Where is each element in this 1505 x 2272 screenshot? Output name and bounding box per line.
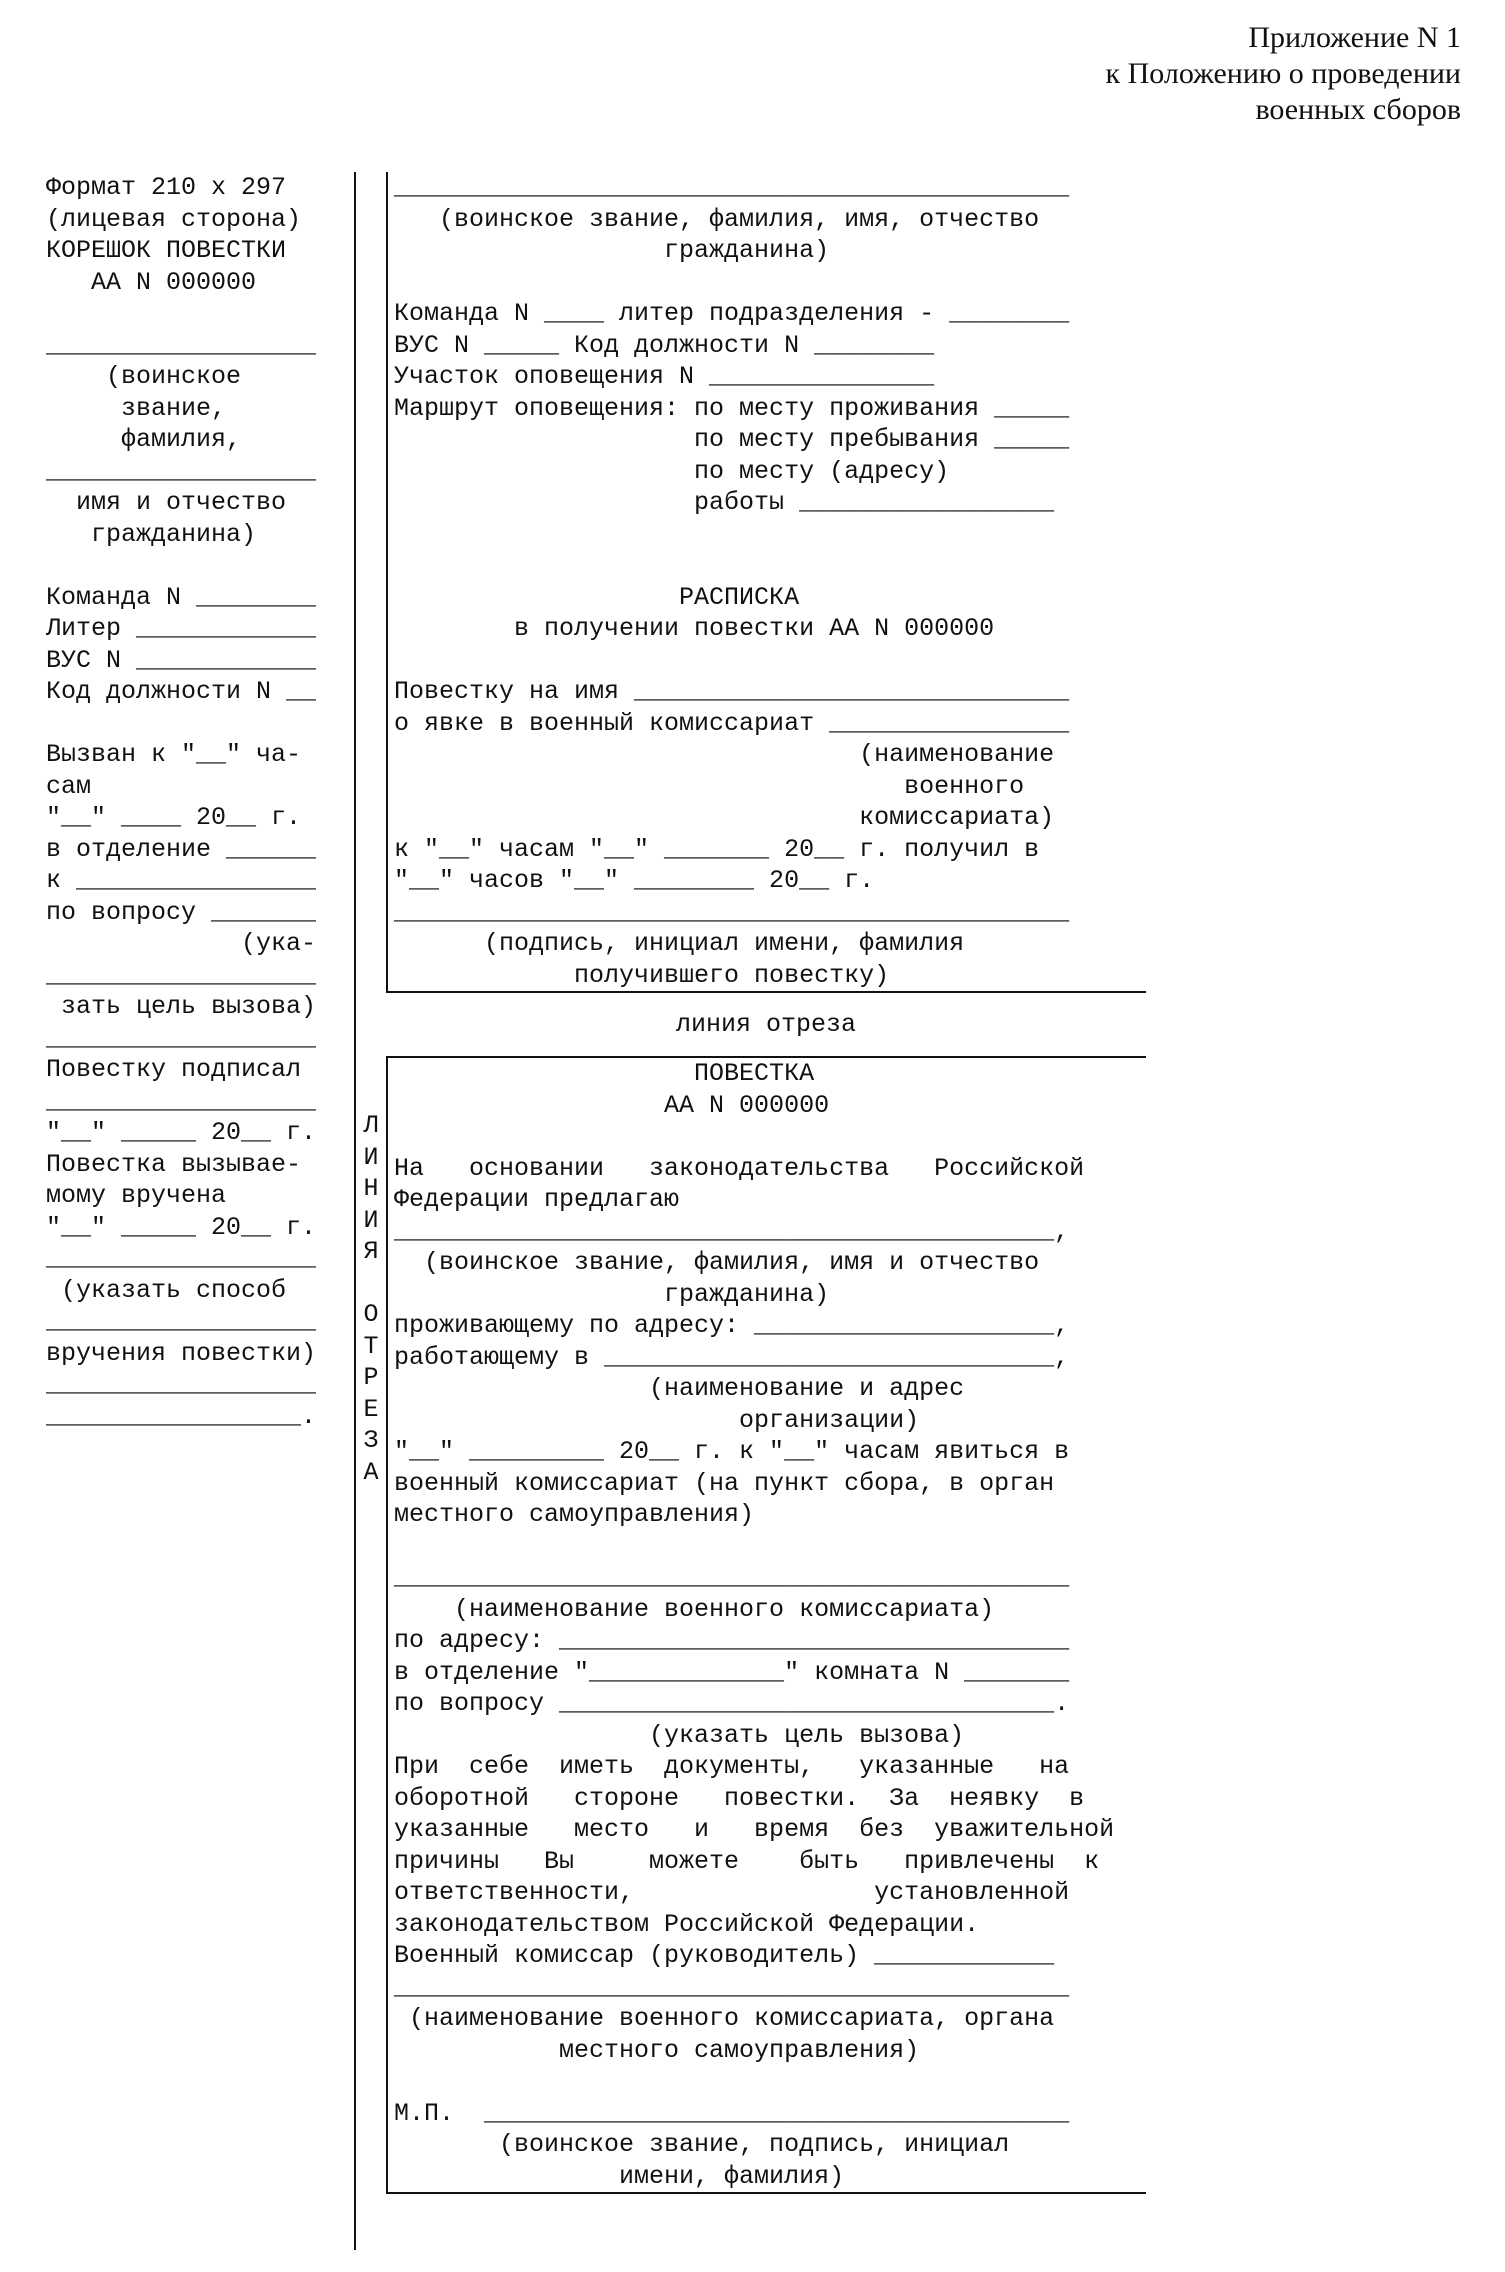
stub-text: Формат 210 х 297 (лицевая сторона) КОРЕШОК ПОВЕСТКИ АА N 000000 __________________ (воинское звание, фамилия, __________________ имя и отчество гражданина) Команда N ________ Литер ____________ ВУС N ____________ Код должности N __ Вызван к "__" ча- сам "__" ____ 20__ г. в отделение ______ к ________________ по вопросу _______ (ука- __________________ зать цель вызова) __________________ Повестку подписал __________________ "__" _____ 20__ г. Повестка вызывае- мому вручена "__" _____ 20__ г. __________________ (указать способ __________________ вручения повестки) __________________ _________________. (46, 173, 317, 1431)
summons-section (386, 1056, 1146, 2194)
cut-letter: Т (363, 1331, 379, 1361)
appendix-header (841, 20, 1461, 128)
appendix-subtitle-1: к Положению о проведении (1105, 57, 1461, 90)
summons-stub (46, 172, 348, 1432)
receipt-left-rule (386, 172, 388, 993)
cut-letter: Е (363, 1394, 379, 1424)
summons-left-rule (386, 1056, 388, 2194)
cut-letter: Л (363, 1111, 379, 1140)
cut-letter: И (363, 1142, 379, 1172)
cut-letter: О (363, 1300, 379, 1329)
summons-main (386, 172, 1146, 2194)
summons-bottom-rule (386, 2192, 1146, 2194)
cut-letter: Р (363, 1363, 379, 1392)
cut-letter: Н (363, 1174, 379, 1203)
vertical-cut-line-label (356, 1110, 386, 1488)
cut-letter: З (363, 1426, 379, 1455)
cut-letter: А (363, 1457, 379, 1487)
appendix-title: Приложение N 1 (1248, 21, 1461, 54)
cut-line-label: линия отреза (675, 1010, 857, 1039)
summons-text: ПОВЕСТКА АА N 000000 На основании законодательства Российской Федерации предлагаю ____________________________________________, (воинское звание, фамилия, имя и отчество гражданина) проживающему по адресу: ____________________, работающему в ______________________________, (наименование и адрес организации) "__" _________ 20__ г. к "__" часам явиться в военный комиссариат (на пункт сбора, в орган местного самоуправления) _____________________________________________ (наименование военного комиссариата) по адресу: __________________________________ в отделение "_____________" комната N _______ по вопросу _________________________________. (указать цель вызова) При себе иметь документы, указанные на оборотной стороне повестки. За неявку в указанные место и время без уважительной причины Вы можете быть привлечены к ответственности, установленной законодательством Российской Федерации. Военный комиссар (руководитель) ____________ _____________________________________________ (наименование военного комиссариата, органа местного самоуправления) М.П. _______________________________________ (воинское звание, подпись, инициал имени, фамилия) (394, 1059, 1115, 2191)
cut-letter: И (363, 1205, 379, 1235)
receipt-text: _____________________________________________ (воинское звание, фамилия, имя, отчество гражданина) Команда N ____ литер подразделения - ________ ВУС N _____ Код должности N ________ Участок оповещения N _______________ Маршрут оповещения: по месту проживания _____ по месту пребывания _____ по месту (адресу) работы _________________ РАСПИСКА в получении повестки АА N 000000 Повестку на имя _____________________________ о явке в военный комиссариат ________________ (наименование военного комиссариата) к "__" часам "__" _______ 20__ г. получил в "__" часов "__" ________ 20__ г. _____________________________________________ (подпись, инициал имени, фамилия получившего повестку) (394, 173, 1070, 990)
receipt-section (386, 172, 1146, 993)
receipt-bottom-rule (386, 991, 1146, 993)
cut-letter (356, 1268, 386, 1300)
appendix-subtitle-2: военных сборов (1255, 93, 1461, 126)
cut-letter: Я (363, 1237, 379, 1266)
